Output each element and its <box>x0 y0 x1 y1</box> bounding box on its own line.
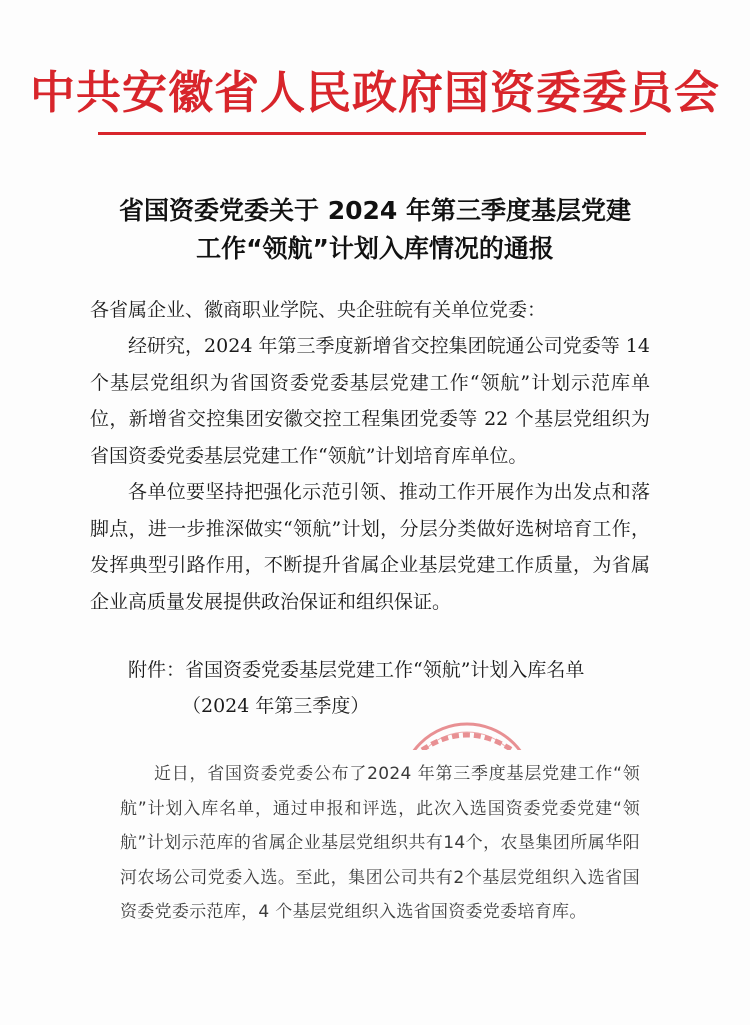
notice-title-line-1: 省国资委党委关于 2024 年第三季度基层党建 <box>119 196 631 225</box>
red-divider-line <box>98 132 646 135</box>
attachment-line-2: （2024 年第三季度） <box>182 695 370 717</box>
official-seal-stamp <box>392 710 542 750</box>
notice-title <box>60 192 690 268</box>
attachment-line-1: 附件：省国资委党委基层党建工作“领航”计划入库名单 <box>128 659 585 681</box>
body-paragraph-2: 各单位要坚持把强化示范引领、推动工作开展作为出发点和落脚点，进一步推深做实“领航”计划，分层分类做好选树培育工作，发挥典型引路作用，不断提升省属企业基层党建工作质量，为省属企业高质量发展提供政治保证和组织保证。 <box>90 481 650 613</box>
body-paragraph-1: 经研究，2024 年第三季度新增省交控集团皖通公司党委等 14 个基层党组织为省国资委党委基层党建工作“领航”计划示范库单位，新增省交控集团安徽交控工程集团党委等 22 个基层党组织为省国资委党委基层党建工作“领航”计划培育库单位。 <box>90 335 650 467</box>
notice-title-line-2: 工作“领航”计划入库情况的通报 <box>196 234 554 263</box>
news-report-paragraph: 近日，省国资委党委公布了2024 年第三季度基层党建工作“领航”计划入库名单，通过申报和评选，此次入选国资委党委党建“领航”计划示范库的省属企业基层党组织共有14个，农垦集团所属华阳河农场公司党委入选。至此，集团公司共有2个基层党组织入选省国资委党委示范库，4 个基层党组织入选省国资委党委培育库。 <box>120 764 640 922</box>
issuing-organization-header: 中共安徽省人民政府国资委委员会 <box>29 66 720 119</box>
salutation: 各省属企业、徽商职业学院、央企驻皖有关单位党委： <box>90 299 547 321</box>
